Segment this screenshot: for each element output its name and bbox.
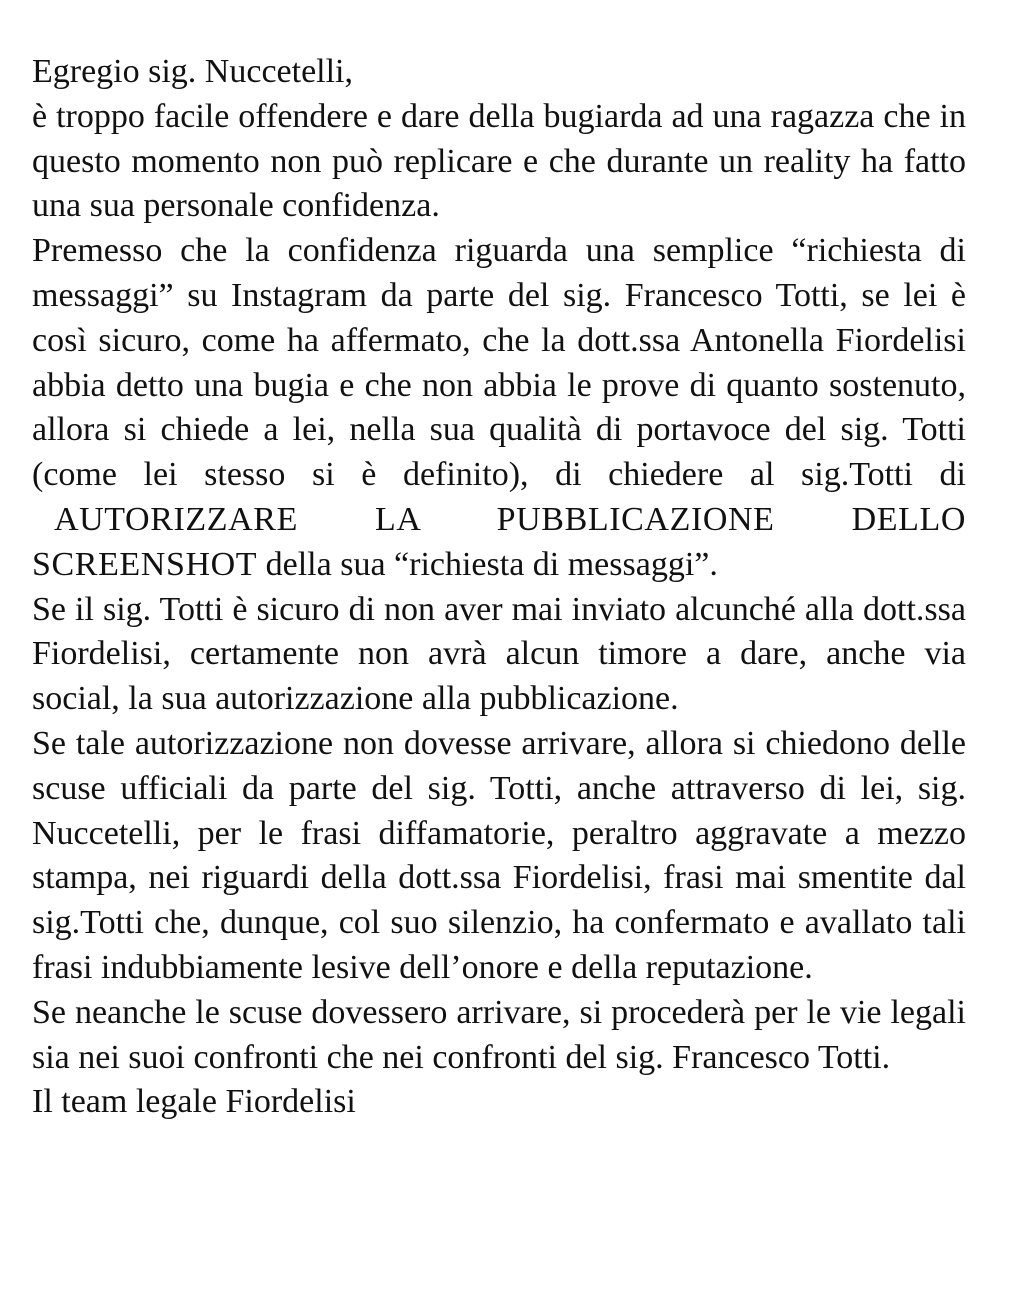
letter-paragraph-3: Se il sig. Totti è sicuro di non aver mai inviato alcunché alla dott.ssa Fiordelisi, certamente non avrà alcun timore a dare, anche via social, la sua autorizzazione alla pubblicazione. <box>32 590 966 718</box>
letter-greeting: Egregio sig. Nuccetelli, <box>32 53 354 90</box>
letter-signature: Il team legale Fiordelisi <box>32 1083 356 1121</box>
paragraph-2-uppercase-request: AUTORIZZARE LA PUBBLICAZIONE DELLO SCREENSHOT <box>32 500 966 583</box>
letter-paragraph-1: è troppo facile offendere e dare della bugiarda ad una ragazza che in questo momento non può replicare e che durante un reality ha fatto una sua personale confidenza. <box>32 97 966 225</box>
letter-paragraph-5: Se neanche le scuse dovessero arrivare, si procederà per le vie legali sia nei suoi confronti che nei confronti del sig. Francesco Totti. <box>32 993 966 1076</box>
letter-body <box>32 50 966 1125</box>
letter-paragraph-2 <box>32 229 966 587</box>
paragraph-2-lead-text: Premesso che la confidenza riguarda una semplice “richiesta di messaggi” su Instagram da parte del sig. Francesco Totti, se lei è così sicuro, come ha affermato, che la dott.ssa Antonella Fiordelisi abbia detto una bugia e che non abbia le prove di quanto sostenuto, allora si chiede a lei, nella sua qualità di portavoce del sig. Totti (come lei stesso si è definito), di chiedere al sig.Totti di <box>32 232 966 494</box>
paragraph-2-trailing-text: della sua “richiesta di messaggi”. <box>265 545 718 583</box>
letter-paragraph-4: Se tale autorizzazione non dovesse arrivare, allora si chiedono delle scuse ufficiali da parte del sig. Totti, anche attraverso di lei, sig. Nuccetelli, per le frasi diffamatorie, peraltro aggravate a mezzo stampa, nei riguardi della dott.ssa Fiordelisi, frasi mai smentite dal sig.Totti che, dunque, col suo silenzio, ha confermato e avallato tali frasi indubbiamente lesive dell’onore e della reputazione. <box>32 724 966 986</box>
